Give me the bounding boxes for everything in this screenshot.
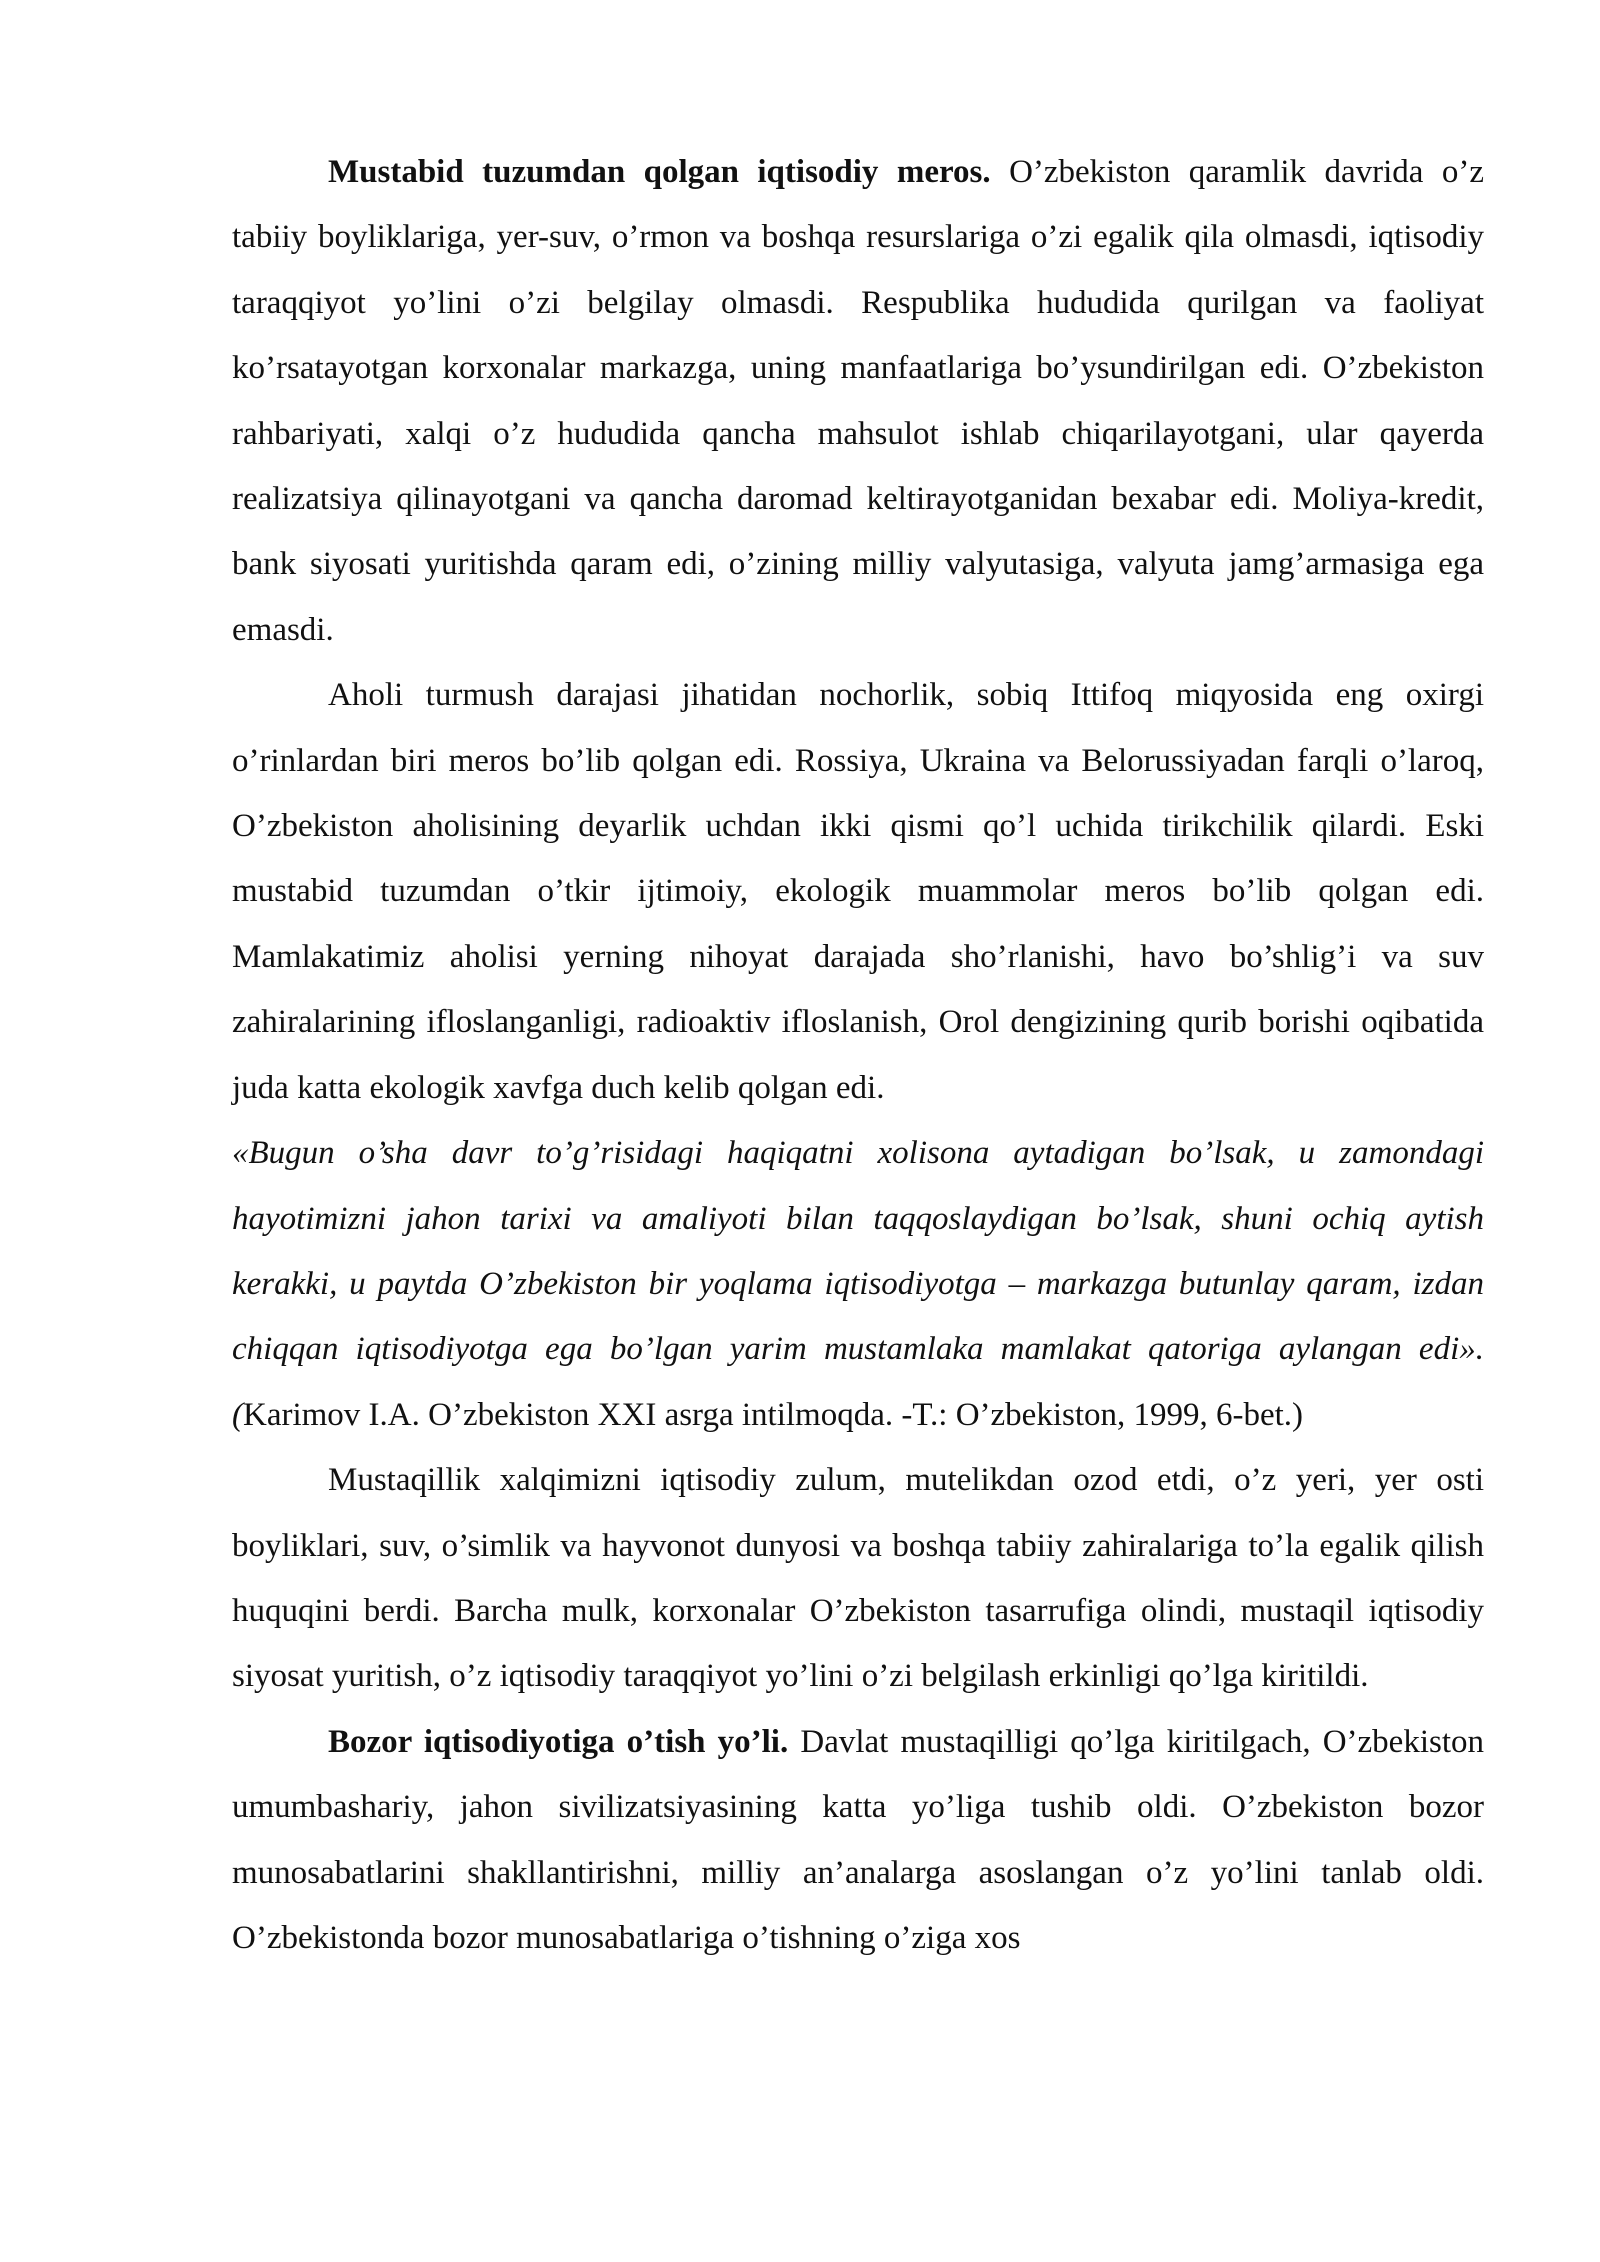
paragraph-quote	[232, 1121, 1484, 1448]
paragraph-economic-legacy	[232, 140, 1484, 663]
paragraph-text: Aholi turmush darajasi jihatidan nochorlik, sobiq Ittifoq miqyosida eng oxirgi o’rinlardan biri meros bo’lib qolgan edi. Rossiya, Ukraina va Belorussiyadan farqli o’laroq, O’zbekiston aholisining deyarlik uchdan ikki qismi qo’l uchida tirikchilik qilardi. Eski mustabid tuzumdan o’tkir ijtimoiy, ekologik muammolar meros bo’lib qolgan edi. Mamlakatimiz aholisi yerning nihoyat darajada sho’rlanishi, havo bo’shlig’i va suv zahiralarining ifloslanganligi, radioaktiv ifloslanish, Orol dengizining qurib borishi oqibatida juda katta ekologik xavfga duch kelib qolgan edi.	[232, 677, 1484, 1106]
paragraph-independence	[232, 1448, 1484, 1710]
paragraph-text: O’zbekiston qaramlik davrida o’z tabiiy boyliklariga, yer-suv, o’rmon va boshqa resurslariga o’zi egalik qila olmasdi, iqtisodiy taraqqiyot yo’lini o’zi belgilay olmasdi. Respublika hududida qurilgan va faoliyat ko’rsatayotgan korxonalar markazga, uning manfaatlariga bo’ysundirilgan edi. O’zbekiston rahbariyati, xalqi o’z hududida qancha mahsulot ishlab chiqarilayotgani, ular qayerda realizatsiya qilinayotgani va qancha daromad keltirayotganidan bexabar edi. Moliya-kredit, bank siyosati yuritishda qaram edi, o’zining milliy valyutasiga, valyuta jamg’armasiga ega emasdi.	[232, 154, 1484, 648]
section-heading: Mustabid tuzumdan qolgan iqtisodiy meros.	[328, 154, 991, 190]
paragraph-living-standards	[232, 663, 1484, 1121]
quote-text: «Bugun o’sha davr to’g’risidagi haqiqatni xolisona aytadigan bo’lsak, u zamondagi hayotimizni jahon tarixi va amaliyoti bilan taqqoslaydigan bo’lsak, shuni ochiq aytish kerakki, u paytda O’zbekiston bir yoqlama iqtisodiyotga – markazga butunlay qaram, izdan chiqqan iqtisodiyotga ega bo’lgan yarim mustamlaka mamlakat qatoriga aylangan edi». (	[232, 1135, 1484, 1433]
paragraph-text: Mustaqillik xalqimizni iqtisodiy zulum, mutelikdan ozod etdi, o’z yeri, yer osti boyliklari, suv, o’simlik va hayvonot dunyosi va boshqa tabiiy zahiralariga to’la egalik qilish huquqini berdi. Barcha mulk, korxonalar O’zbekiston tasarrufiga olindi, mustaqil iqtisodiy siyosat yuritish, o’z iqtisodiy taraqqiyot yo’lini o’zi belgilash erkinligi qo’lga kiritildi.	[232, 1462, 1484, 1695]
section-heading: Bozor iqtisodiyotiga o’tish yo’li.	[328, 1723, 789, 1760]
document-page	[232, 140, 1484, 1971]
paragraph-text: Davlat mustaqilligi qo’lga kiritilgach, O’zbekiston umumbashariy, jahon sivilizatsiyasining katta yo’liga tushib oldi. O’zbekiston bozor munosabatlarini shakllantirishni, milliy an’analarga asoslangan o’z yo’lini tanlab oldi. O’zbekistonda bozor munosabatlariga o’tishning o’ziga xos	[232, 1723, 1485, 1956]
quote-source: Karimov I.A. O’zbekiston XXI asrga intilmoqda. -T.: O’zbekiston, 1999, 6-bet.)	[243, 1396, 1304, 1433]
paragraph-market-economy	[232, 1710, 1484, 1972]
